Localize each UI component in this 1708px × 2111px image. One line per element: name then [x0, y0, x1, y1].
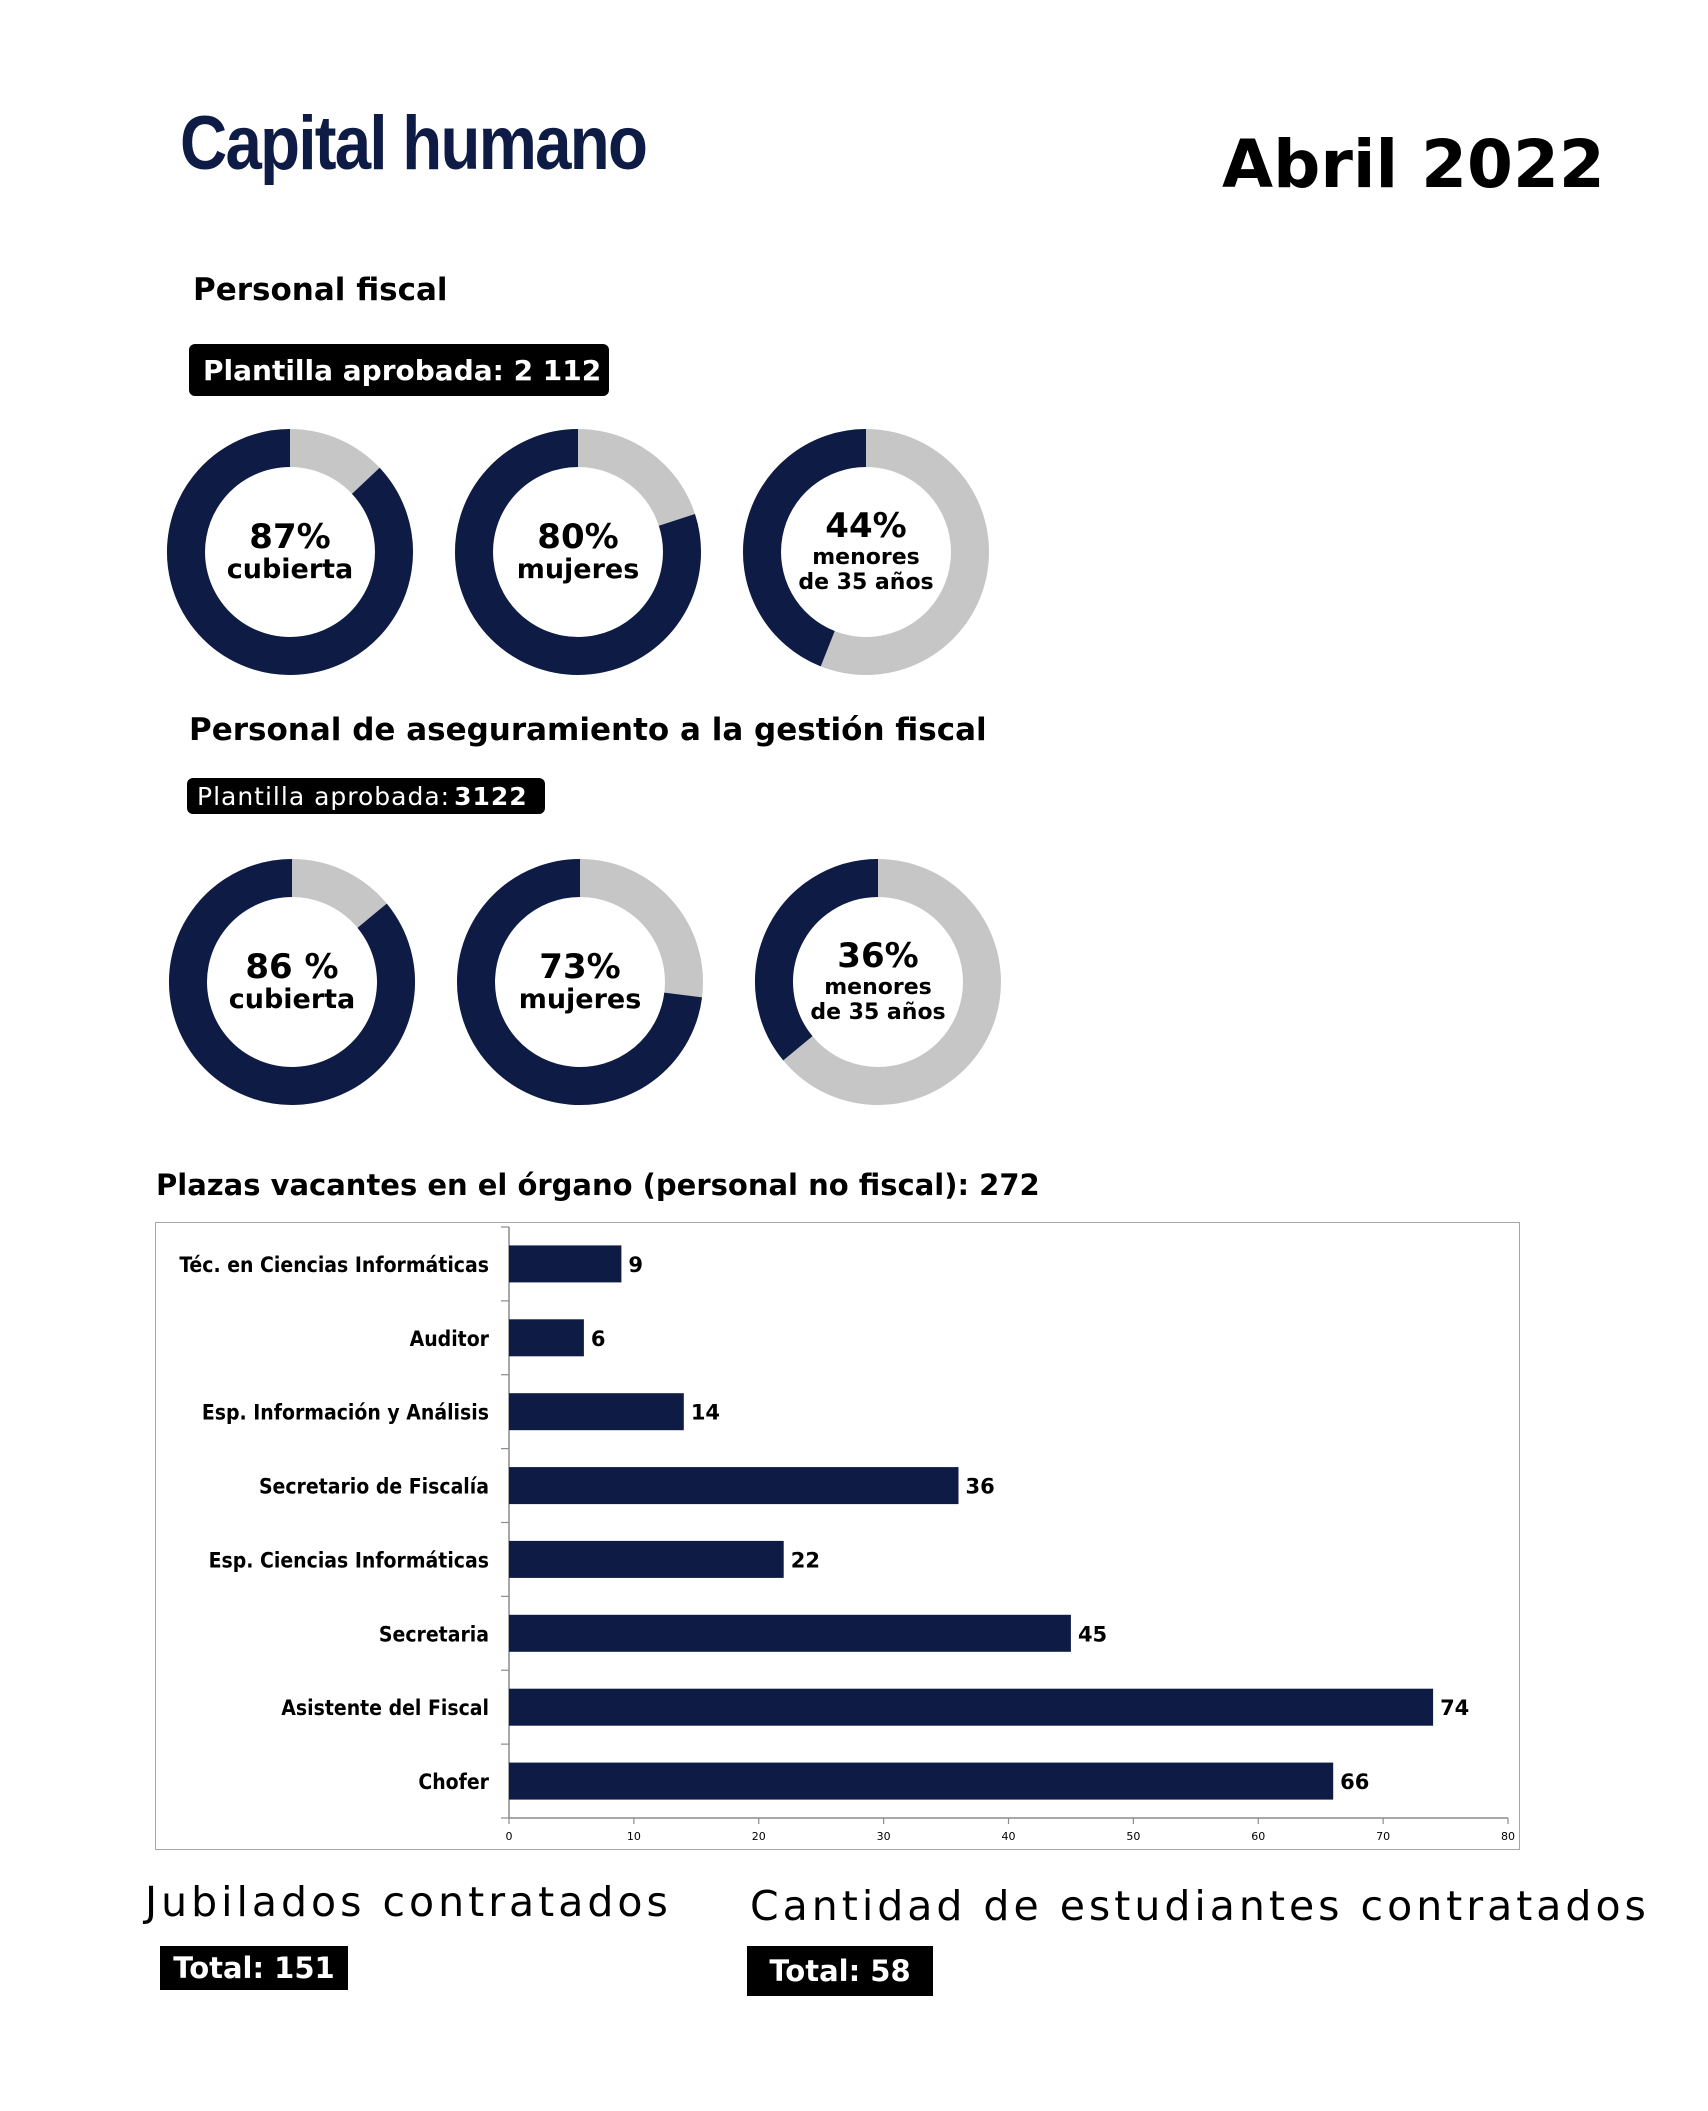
donut-caption: mujeres [518, 983, 642, 1015]
donut-label [748, 852, 1008, 1112]
bar [509, 1615, 1071, 1652]
data-label: 14 [690, 1400, 721, 1425]
data-label: 36 [965, 1474, 995, 1499]
donut-aseg-mujeres [450, 852, 710, 1112]
donut-label [736, 422, 996, 682]
donut-percent: 80% [537, 516, 619, 557]
donut-aseg-cubierta [162, 852, 422, 1112]
donut-percent: 87% [249, 516, 331, 557]
bar [509, 1245, 621, 1282]
bar [509, 1763, 1333, 1800]
donut-percent: 73% [539, 946, 621, 987]
donut-label [450, 852, 710, 1112]
category-label: Esp. Información y Análisis [201, 1400, 489, 1425]
donut-caption-2: de 35 años [798, 569, 934, 595]
page-title: Capital humano [180, 101, 647, 186]
category-label: Chofer [418, 1770, 489, 1795]
x-tick-label: 80 [1501, 1830, 1515, 1843]
donut-caption-2: de 35 años [810, 999, 946, 1025]
data-label: 6 [590, 1326, 606, 1351]
x-tick-label: 30 [876, 1830, 891, 1843]
donut-percent: 36% [837, 935, 919, 976]
x-tick-label: 70 [1376, 1830, 1391, 1843]
data-label: 45 [1077, 1622, 1108, 1647]
donut-fiscal-mujeres [448, 422, 708, 682]
bar [509, 1689, 1433, 1726]
donut-caption: cubierta [228, 983, 356, 1015]
bar [509, 1467, 959, 1504]
donut-percent: 44% [825, 505, 907, 546]
data-label: 66 [1340, 1770, 1370, 1795]
category-label: Secretario de Fiscalía [258, 1474, 489, 1499]
report-date: Abril 2022 [1222, 126, 1605, 203]
x-tick-label: 10 [626, 1830, 641, 1843]
donut-label [448, 422, 708, 682]
data-label: 9 [628, 1252, 644, 1277]
donut-caption: cubierta [226, 553, 354, 585]
plantilla-value: 3122 [454, 781, 528, 811]
x-tick-label: 60 [1251, 1830, 1266, 1843]
bar [509, 1393, 684, 1430]
category-label: Asistente del Fiscal [281, 1696, 489, 1721]
donut-fiscal-menores [736, 422, 996, 682]
jubilados-title: Jubilados contratados [145, 1878, 672, 1926]
category-label: Auditor [409, 1326, 489, 1351]
section-title-aseguramiento: Personal de aseguramiento a la gestión fiscal [189, 712, 987, 748]
donut-caption: mujeres [516, 553, 640, 585]
donut-label [162, 852, 422, 1112]
bar-chart-frame [155, 1222, 1520, 1850]
x-tick-label: 20 [751, 1830, 766, 1843]
donut-aseg-menores [748, 852, 1008, 1112]
category-label: Secretaria [378, 1622, 489, 1647]
x-tick-label: 40 [1001, 1830, 1016, 1843]
estudiantes-title: Cantidad de estudiantes contratados [750, 1882, 1650, 1930]
bar [509, 1541, 784, 1578]
plantilla-badge-fiscal: Plantilla aprobada: 2 112 [189, 344, 609, 396]
category-label: Esp. Ciencias Informáticas [208, 1548, 489, 1573]
donut-fiscal-cubierta [160, 422, 420, 682]
plantilla-label: Plantilla aprobada: [197, 781, 451, 811]
estudiantes-total-badge: Total: 58 [747, 1946, 933, 1996]
plantilla-badge-aseguramiento [187, 778, 545, 814]
x-tick-label: 0 [505, 1830, 513, 1843]
data-label: 74 [1440, 1696, 1470, 1721]
section-title-fiscal: Personal fiscal [193, 272, 448, 308]
donut-caption: menores [824, 974, 932, 1000]
category-label: Téc. en Ciencias Informáticas [179, 1252, 489, 1277]
bar-chart [156, 1223, 1518, 1848]
jubilados-total-badge: Total: 151 [160, 1946, 348, 1990]
x-tick-label: 50 [1126, 1830, 1141, 1843]
donut-percent: 86 % [245, 946, 339, 987]
bar [509, 1319, 584, 1356]
data-label: 22 [790, 1548, 820, 1573]
donut-label [160, 422, 420, 682]
donut-caption: menores [812, 544, 920, 570]
chart-title: Plazas vacantes en el órgano (personal no fiscal): 272 [156, 1168, 1040, 1202]
